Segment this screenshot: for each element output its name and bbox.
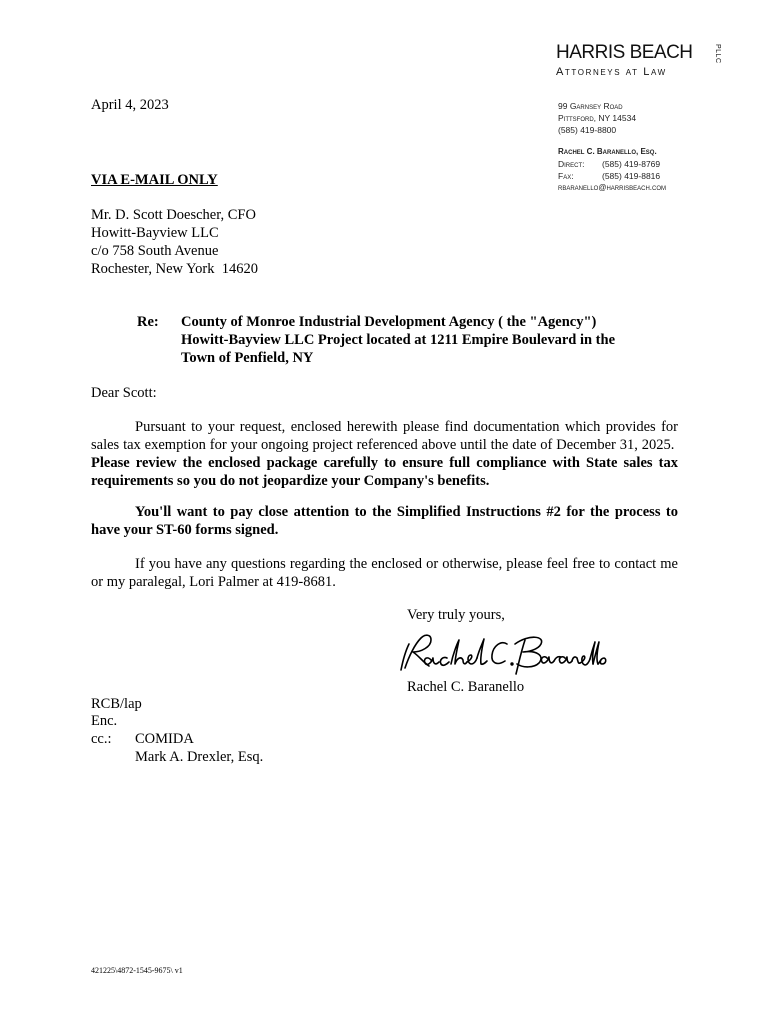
closing: Very truly yours, [407,607,505,623]
paragraph-3: If you have any questions regarding the enclosed or otherwise, please feel free to contact me or my paralegal, Lori Palmer at 419-8681. [91,556,678,590]
re-line3: Town of Penfield, NY [181,350,314,366]
recipient-line3: c/o 758 South Avenue [91,243,219,259]
paragraph-1-emphasis: Please review the enclosed package carefully to ensure full compliance with State sales tax requirements so you do not jeopardize your Company's benefits. [91,455,678,489]
firm-address [558,100,636,136]
direct-phone: (585) 419-8769 [602,159,661,169]
address-line2: Pittsford, NY 14534 [558,113,637,123]
recipient-line1: Mr. D. Scott Doescher, CFO [91,207,256,223]
attorney-email[interactable]: rbaranello@harrisbeach.com [558,183,667,192]
address-line1: 99 Garnsey Road [558,101,623,111]
firm-logo [556,42,726,78]
paragraph-2: You'll want to pay close attention to the Simplified Instructions #2 for the process to have your ST-60 forms signed. [91,504,678,538]
recipient-line2: Howitt-Bayview LLC [91,225,219,241]
paragraph-1-text: Pursuant to your request, enclosed herewith please find documentation which provides for sales tax exemption for your ongoing project referenced above until the date of December 31, 2025. [91,419,678,453]
cc-recipient: COMIDA [135,731,194,747]
delivery-method: VIA E-MAIL ONLY [91,172,218,188]
re-label: Re: [137,314,159,330]
cc-label: cc.: [91,731,112,747]
cc-list [135,730,263,766]
re-line2: Howitt-Bayview LLC Project located at 1211 Empire Boulevard in the [181,332,616,348]
fax-phone: (585) 419-8816 [602,171,661,181]
firm-suffix: PLLC [714,44,721,64]
firm-tagline: Attorneys at Law [556,66,667,78]
handwritten-signature [395,630,610,678]
re-line1: County of Monroe Industrial Development Agency ( the "Agency") [181,314,597,330]
document-id: 421225\4872-1545-9675\ v1 [91,966,183,975]
recipient-address [91,206,258,278]
attorney-name: Rachel C. Baranello, Esq. [558,147,657,156]
firm-phone: (585) 419-8800 [558,125,617,135]
attorney-contact [558,146,666,194]
signer-name: Rachel C. Baranello [407,679,525,695]
re-subject [181,313,651,367]
reference-initials: RCB/lap [91,696,142,712]
firm-name: HARRIS BEACH [556,42,693,63]
enclosure-notation: Enc. [91,713,118,729]
recipient-line4: Rochester, New York 14620 [91,261,258,277]
salutation: Dear Scott: [91,385,157,401]
direct-label: Direct: [558,159,585,169]
fax-label: Fax: [558,171,574,181]
paragraph-1 [91,418,678,490]
cc-recipient: Mark A. Drexler, Esq. [135,749,264,765]
letter-date: April 4, 2023 [91,97,169,113]
